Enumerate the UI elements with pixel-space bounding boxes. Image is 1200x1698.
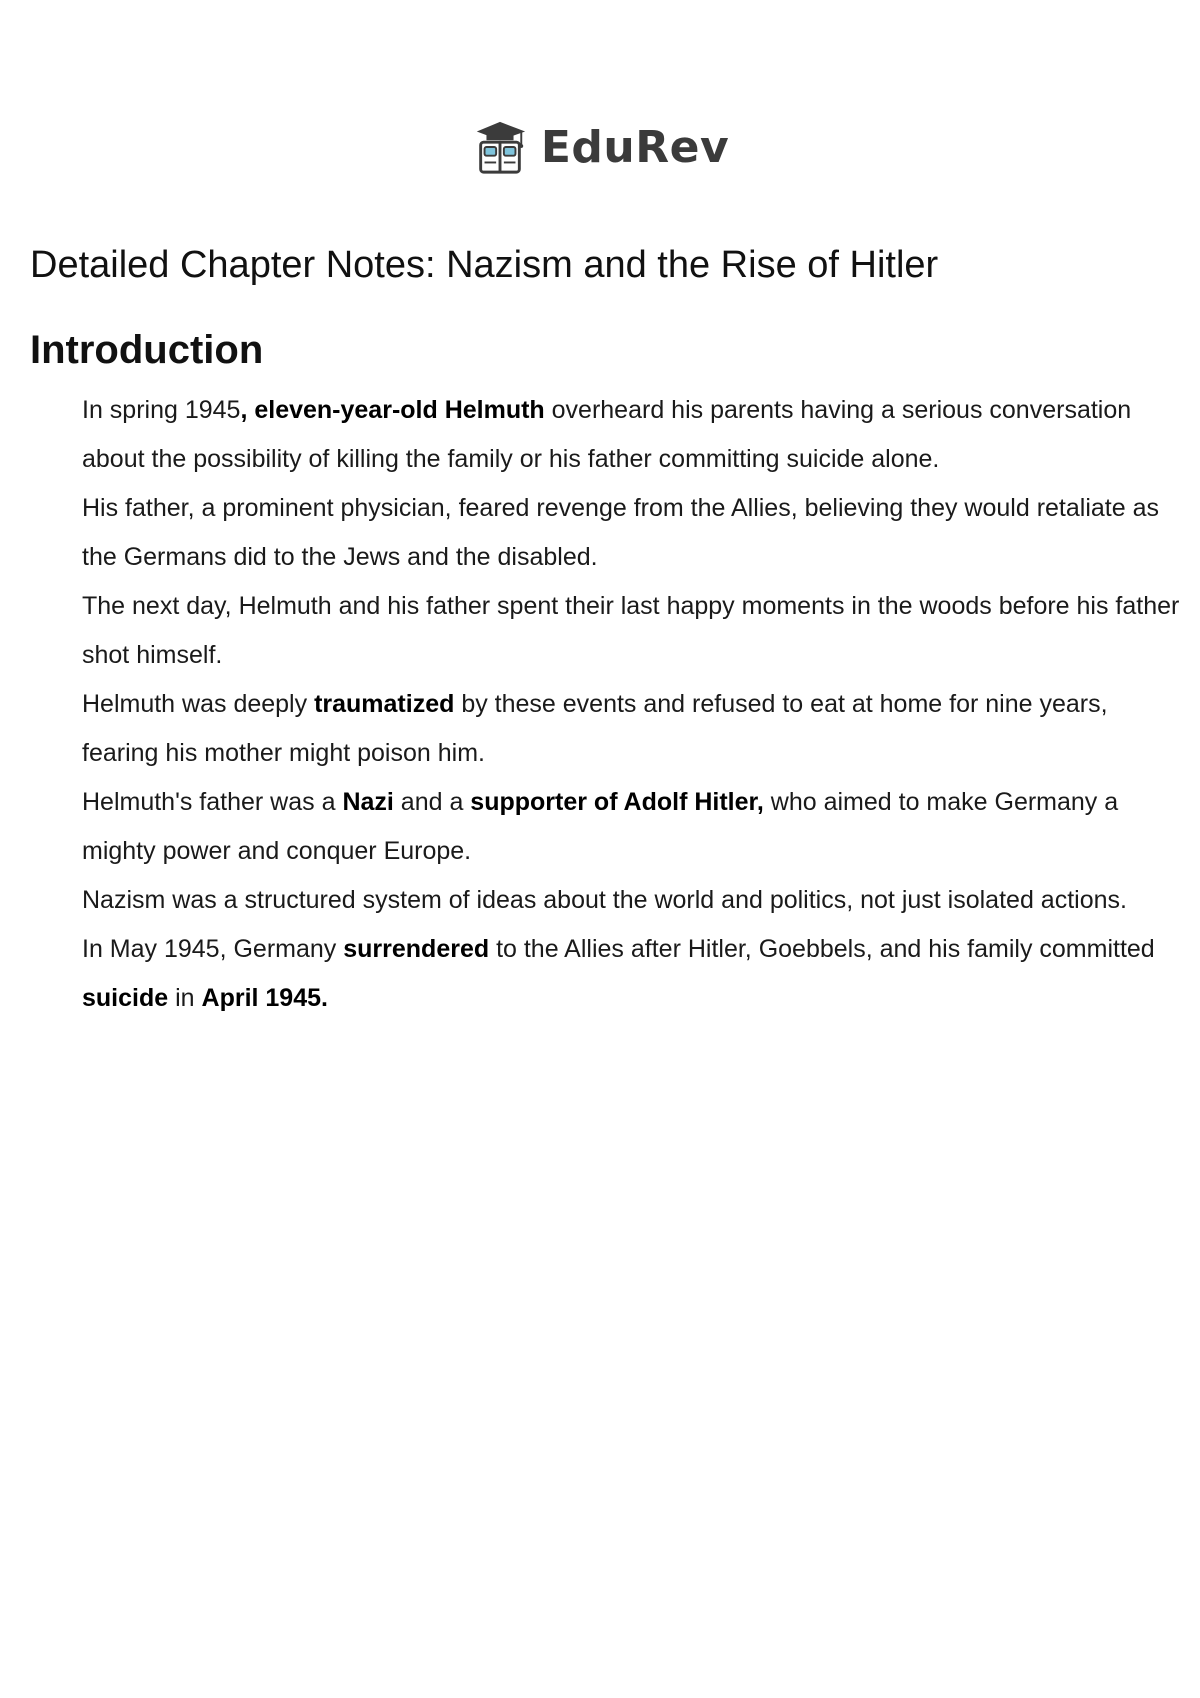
text-run: Helmuth was deeply [82,690,315,718]
logo-text: EduRev [540,121,730,173]
intro-point [82,484,1182,582]
intro-point [82,680,1182,778]
bold-text: surrendered [343,935,490,963]
bold-text: traumatized [314,690,455,718]
bold-text: Nazi [342,788,394,816]
intro-point [82,778,1182,876]
text-run: to the Allies after Hitler, Goebbels, and his family committed [489,935,1155,963]
text-run: and a [393,788,471,816]
text-run: who aimed to make Germany a mighty power and conquer Europe. [82,788,1119,865]
bold-text: , eleven-year-old Helmuth [240,396,545,424]
text-run: His father, a prominent physician, feared revenge from the Allies, believing they would retaliate as the Germans did to the Jews and the disabled. [82,494,1159,571]
text-run: The next day, Helmuth and his father spent their last happy moments in the woods before his father shot himself. [82,592,1180,669]
intro-point [82,386,1182,484]
document-title: Detailed Chapter Notes: Nazism and the Rise of Hitler [30,244,939,286]
graduation-cap-book-icon [471,118,529,176]
text-run: In spring 1945 [82,396,241,424]
text-run: Helmuth's father was a [82,788,343,816]
section-heading: Introduction [30,328,264,372]
bold-text: April 1945. [201,984,328,1012]
text-run: in [168,984,202,1012]
intro-point [82,925,1182,1023]
intro-point [82,582,1182,680]
edurev-logo [0,118,1200,176]
bold-text: suicide [82,984,169,1012]
text-run: In May 1945, Germany [82,935,344,963]
intro-point [82,876,1182,925]
text-run: overheard his parents having a serious conversation about the possibility of killing the family or his father committing suicide alone. [82,396,1132,473]
text-run: Nazism was a structured system of ideas about the world and politics, not just isolated actions. [82,886,1127,914]
text-run: by these events and refused to eat at home for nine years, fearing his mother might poison him. [82,690,1108,767]
bold-text: supporter of Adolf Hitler, [470,788,764,816]
introduction-points [82,386,1182,1023]
